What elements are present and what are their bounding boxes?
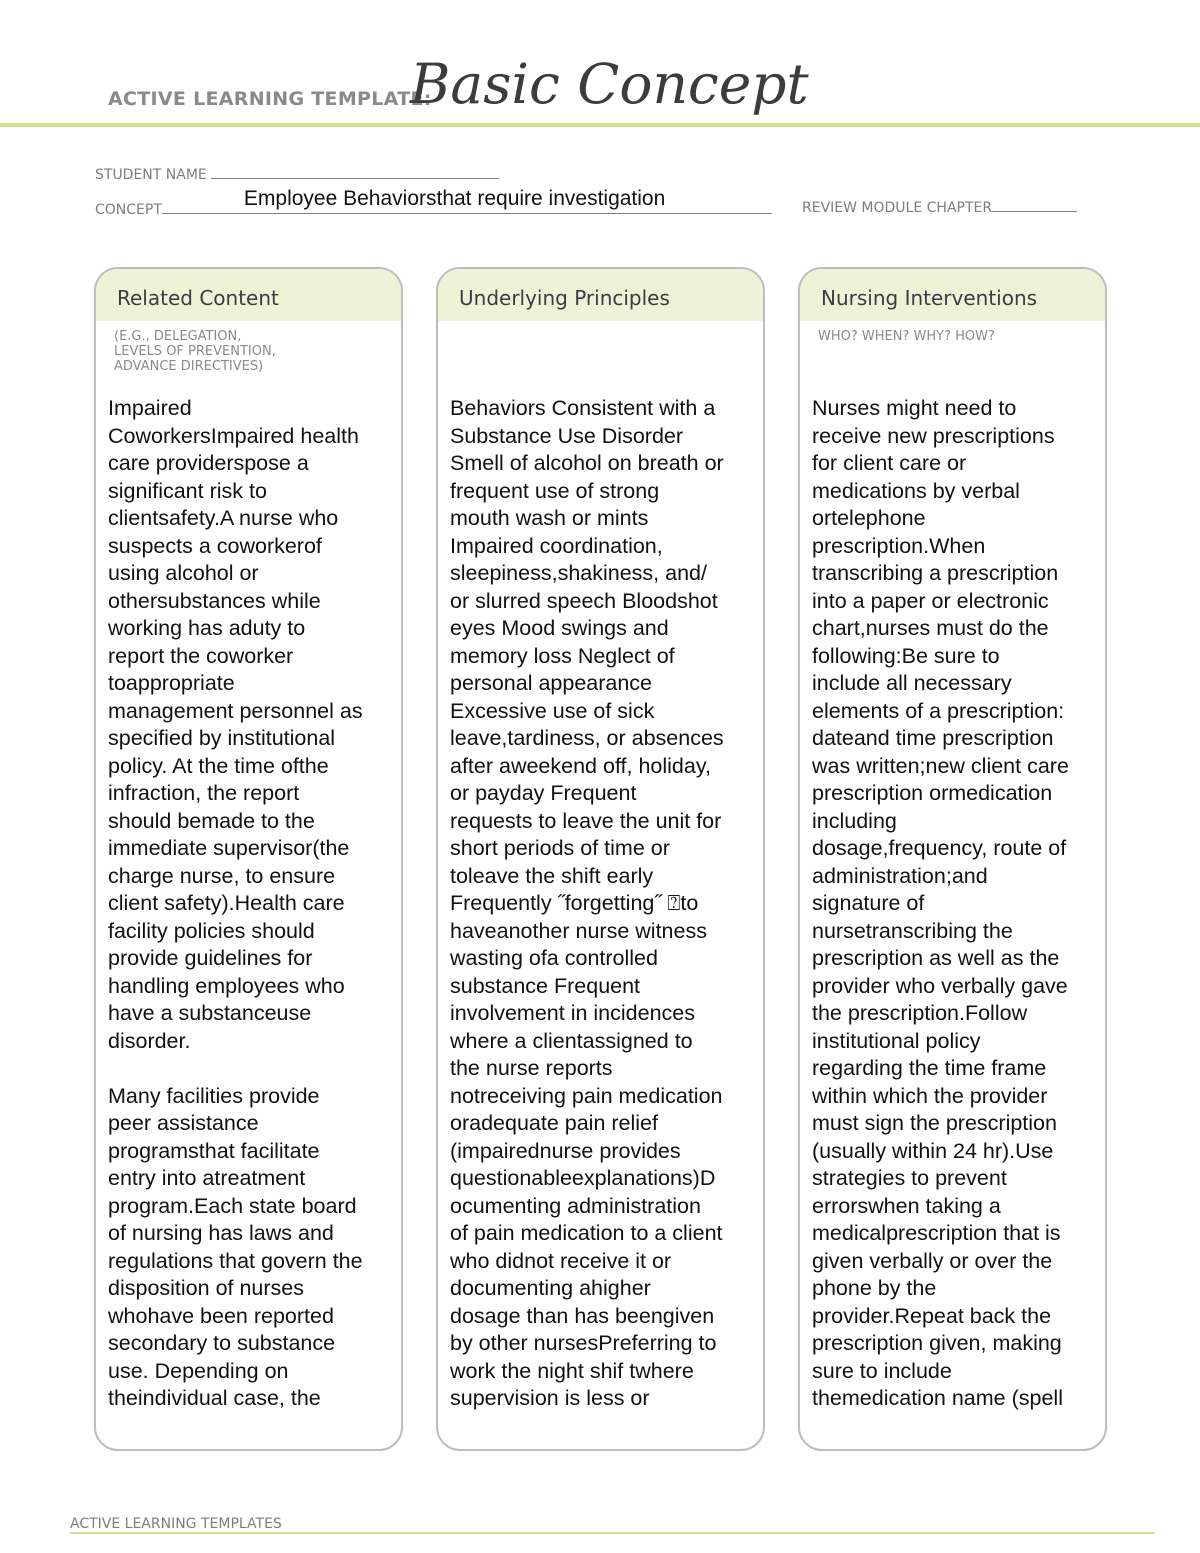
- concept-field[interactable]: [162, 187, 772, 214]
- review-module-field[interactable]: [992, 199, 1077, 212]
- template-title: Basic Concept: [410, 52, 809, 116]
- template-label: ACTIVE LEARNING TEMPLATE:: [108, 88, 432, 110]
- review-module-row: [802, 199, 1077, 216]
- panel-hint: [438, 321, 763, 329]
- concept-value: Employee Behaviorsthat require investigation: [243, 187, 666, 210]
- panel-title: Underlying Principles: [459, 286, 670, 310]
- panel-header: [800, 269, 1105, 321]
- header-divider: [0, 123, 1200, 127]
- panel-title: Nursing Interventions: [821, 286, 1038, 310]
- underlying-principles-text[interactable]: Behaviors Consistent with a Substance Use Disorder Smell of alcohol on breath or frequent use of strong mouth wash or mints Impaired coordination, sleepiness,shakiness, and/ or slurred speech Bloodshot eyes Mood swings and memory loss Neglect of personal appearance Excessive use of sick leave,tardiness, or absences after aweekend off, holiday, or payday Frequent requests to leave the unit for short periods of time or toleave the shift early Frequently ˝forgetting˝ ⍰to haveanother nurse witness wasting ofa controlled substance Frequent involvement in incidences where a clientassigned to the nurse reports notreceiving pain medication oradequate pain relief (impairednurse provides questionableexplanations)D ocumenting administration of pain medication to a client who didnot receive it or documenting ahigher dosage than has beengiven by other nursesPreferring to work the night shif twhere supervision is less or: [450, 396, 724, 1410]
- underlying-principles-panel: [436, 267, 765, 1451]
- panel-title: Related Content: [117, 286, 279, 310]
- student-name-field[interactable]: [211, 166, 499, 179]
- panel-hint: (E.G., DELEGATION, LEVELS OF PREVENTION, ADVANCE DIRECTIVES): [114, 329, 276, 374]
- footer-divider: [70, 1532, 1155, 1534]
- review-module-label: REVIEW MODULE CHAPTER: [802, 200, 993, 216]
- panel-header: [96, 269, 401, 321]
- student-name-label: STUDENT NAME: [95, 167, 207, 183]
- footer-label: ACTIVE LEARNING TEMPLATES: [70, 1516, 282, 1532]
- related-content-text[interactable]: Impaired CoworkersImpaired health care providerspose a significant risk to clientsafety.A nurse who suspects a coworkerof using alcohol or othersubstances while working has aduty to report the coworker toappropriate management personnel as specified by institutional policy. At the time ofthe infraction, the report should bemade to the immediate supervisor(the charge nurse, to ensure client safety).Health care facility policies should provide guidelines for handling employees who have a substanceuse disorder. Many facilities provide peer assistance programsthat facilitate entry into atreatment program.Each state board of nursing has laws and regulations that govern the disposition of nurses whohave been reported secondary to substance use. Depending on theindividual case, the: [108, 396, 363, 1410]
- related-content-panel: [94, 267, 403, 1451]
- panel-header: [438, 269, 763, 321]
- nursing-interventions-panel: [798, 267, 1107, 1451]
- concept-row: [95, 187, 772, 218]
- nursing-interventions-text[interactable]: Nurses might need to receive new prescriptions for client care or medications by verbal ortelephone prescription.When transcribing a prescription into a paper or electronic chart,nurses must do the following:Be sure to include all necessary elements of a prescription: dateand time prescription was written;new client care prescription ormedication including dosage,frequency, route of administration;and signature of nursetranscribing the prescription as well as the provider who verbally gave the prescription.Follow institutional policy regarding the time frame within which the provider must sign the prescription (usually within 24 hr).Use strategies to prevent errorswhen taking a medicalprescription that is given verbally or over the phone by the provider.Repeat back the prescription given, making sure to include themedication name (spell: [812, 396, 1069, 1410]
- student-name-row: [95, 166, 499, 183]
- concept-label: CONCEPT: [95, 202, 162, 218]
- panel-hint: WHO? WHEN? WHY? HOW?: [818, 329, 995, 344]
